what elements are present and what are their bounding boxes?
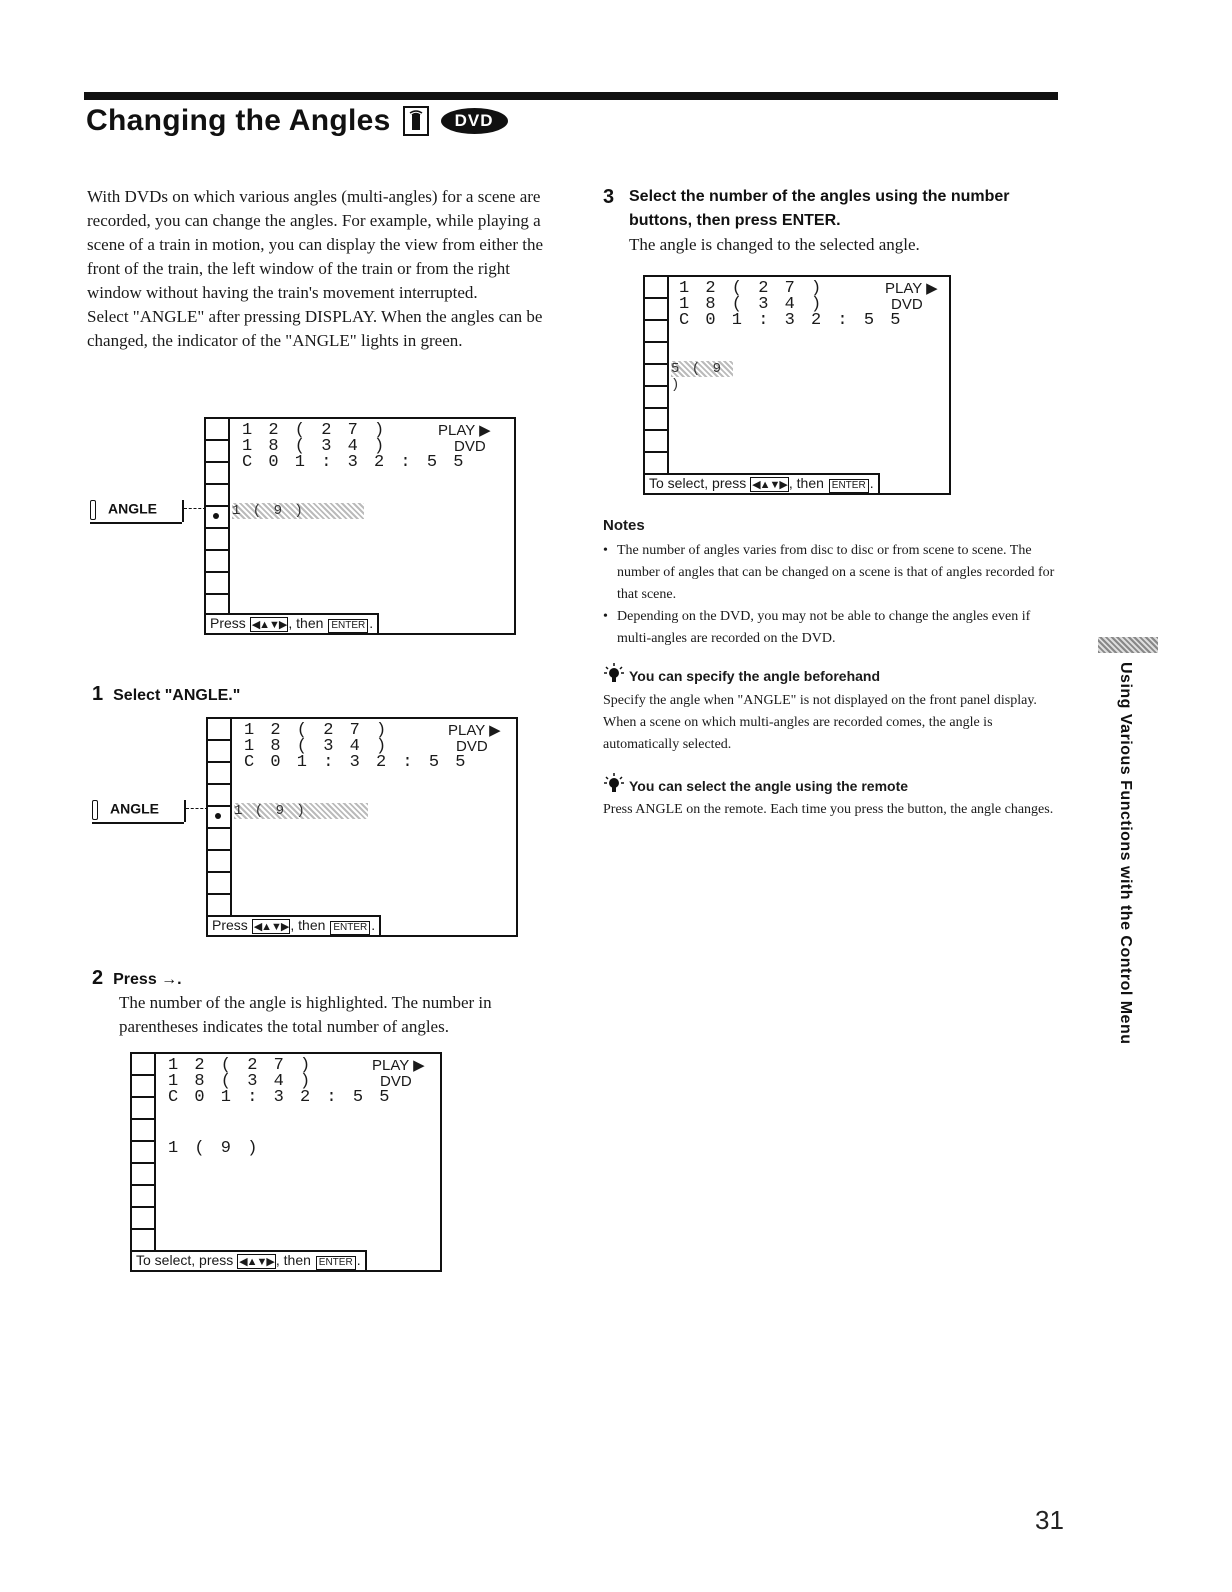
osd-screen-step2: [130, 1052, 442, 1272]
notes-heading: Notes: [603, 517, 645, 534]
arrow-keys-icon: ◀▲▼▶: [253, 921, 289, 933]
callout-underline: [92, 822, 184, 824]
osd-time-line: C 0 1 : 3 2 : 5 5: [679, 311, 904, 330]
right-arrow-icon: →.: [161, 971, 182, 988]
osd-chapter-line: 1 8 ( 3 4 ): [168, 1072, 314, 1091]
intro-paragraph: Select "ANGLE" after pressing DISPLAY. When the angles can be changed, the indicator of the "ANGLE" lights in green.: [87, 307, 543, 350]
osd-screen-intro: [204, 417, 516, 635]
osd-play-status: PLAY ▶: [438, 422, 491, 439]
angle-callout-label: ANGLE: [110, 800, 159, 817]
osd-selected-item: [208, 807, 232, 829]
osd-disc-type: DVD: [454, 438, 486, 455]
osd-title-line: 1 2 ( 2 7 ): [168, 1056, 314, 1075]
osd-time-line: C 0 1 : 3 2 : 5 5: [242, 453, 467, 472]
angle-indicator-callout: [92, 800, 159, 820]
osd-footer: Press ◀▲▼▶ , then ENTER .: [206, 613, 379, 633]
osd-angle-value: 1 ( 9 ): [168, 1139, 261, 1158]
callout-leader: [184, 508, 206, 509]
lightbulb-icon: [603, 772, 625, 794]
note-item: • Depending on the DVD, you may not be able to change the angles even if multi-angles are recorded on the DVD.: [603, 606, 1063, 650]
osd-title-line: 1 2 ( 2 7 ): [244, 721, 390, 740]
osd-screen-step1: [206, 717, 518, 937]
osd-play-status: PLAY ▶: [372, 1057, 425, 1074]
arrow-keys-icon: ◀▲▼▶: [239, 1256, 274, 1268]
intro-paragraph: With DVDs on which various angles (multi-angles) for a scene are recorded, you can change the angles. For example, while playing a scene of a train in motion, you can display the view from either the front of the train, the left window of the train or from the right window without having the train's movement interrupted.: [87, 187, 544, 302]
step-2-heading: 2 Press →.: [92, 967, 182, 989]
osd-menu-column: [132, 1054, 156, 1252]
osd-footer: To select, press ◀▲▼▶ , then ENTER .: [132, 1250, 367, 1270]
intro: [87, 185, 552, 353]
osd-play-status: PLAY ▶: [885, 280, 938, 297]
osd-chapter-line: 1 8 ( 3 4 ): [242, 437, 388, 456]
arrow-keys-icon: ◀▲▼▶: [251, 619, 287, 631]
osd-footer: To select, press ◀▲▼▶ , then ENTER .: [645, 473, 880, 493]
angle-lamp-icon: [90, 500, 96, 520]
callout-tick: [184, 800, 186, 822]
enter-key-icon: ENTER: [328, 619, 368, 633]
osd-title-line: 1 2 ( 2 7 ): [242, 421, 388, 440]
osd-disc-type: DVD: [456, 738, 488, 755]
osd-time-line: C 0 1 : 3 2 : 5 5: [168, 1088, 393, 1107]
angle-indicator-callout: [90, 500, 157, 520]
osd-menu-column: [208, 719, 232, 917]
section-tab-label: Using Various Functions with the Control Menu: [1117, 662, 1134, 1045]
osd-angle-bar: 1 ( 9 ): [232, 503, 364, 519]
dvd-badge: DVD: [441, 108, 508, 134]
top-rule: [84, 92, 1058, 100]
step-3-description: The angle is changed to the selected angle.: [629, 235, 920, 254]
osd-chapter-line: 1 8 ( 3 4 ): [679, 295, 825, 314]
osd-menu-column: [206, 419, 230, 617]
osd-footer: Press ◀▲▼▶ , then ENTER .: [208, 915, 381, 935]
osd-screen-step3: [643, 275, 951, 495]
callout-tick: [182, 500, 184, 522]
lightbulb-icon: [603, 662, 625, 684]
note-item: • The number of angles varies from disc to disc or from scene to scene. The number of angles that can be changed on a scene is that of angles recorded for that scene.: [603, 540, 1063, 606]
page-title: [86, 104, 508, 138]
section-tab-marker: [1098, 637, 1158, 653]
enter-key-icon: ENTER: [330, 921, 370, 935]
page-number: 31: [1035, 1505, 1064, 1535]
enter-key-icon: ENTER: [316, 1256, 356, 1270]
osd-angle-bar: 1 ( 9 ): [234, 803, 368, 819]
osd-selected-item: [206, 507, 230, 529]
osd-chapter-line: 1 8 ( 3 4 ): [244, 737, 390, 756]
osd-angle-bar: 5 ( 9 ): [671, 361, 733, 377]
tip-text: Specify the angle when "ANGLE" is not displayed on the front panel display. When a scene on which multi-angles are recorded comes, the angle is automatically selected.: [603, 693, 1037, 752]
osd-time-line: C 0 1 : 3 2 : 5 5: [244, 753, 469, 772]
tip-heading: You can select the angle using the remote: [603, 772, 908, 794]
step-2-description: The number of the angle is highlighted. The number in parentheses indicates the total number of angles.: [119, 993, 492, 1036]
tip-text: Press ANGLE on the remote. Each time you press the button, the angle changes.: [603, 802, 1054, 817]
step-3-heading: 3 Select the number of the angles using the number buttons, then press ENTER.: [603, 186, 1010, 229]
tip-heading: You can specify the angle beforehand: [603, 662, 880, 684]
osd-title-line: 1 2 ( 2 7 ): [679, 279, 825, 298]
notes-list: [603, 540, 1063, 650]
angle-callout-label: ANGLE: [108, 500, 157, 517]
angle-lamp-icon: [92, 800, 98, 820]
osd-disc-type: DVD: [380, 1073, 412, 1090]
enter-key-icon: ENTER: [829, 479, 869, 493]
callout-underline: [90, 522, 182, 524]
osd-play-status: PLAY ▶: [448, 722, 501, 739]
title-text: Changing the Angles: [86, 104, 391, 137]
osd-disc-type: DVD: [891, 296, 923, 313]
osd-menu-column: [645, 277, 669, 475]
step-1-heading: 1 Select "ANGLE.": [92, 683, 241, 705]
callout-leader: [186, 808, 208, 809]
remote-icon: [403, 106, 429, 136]
arrow-keys-icon: ◀▲▼▶: [752, 479, 787, 491]
